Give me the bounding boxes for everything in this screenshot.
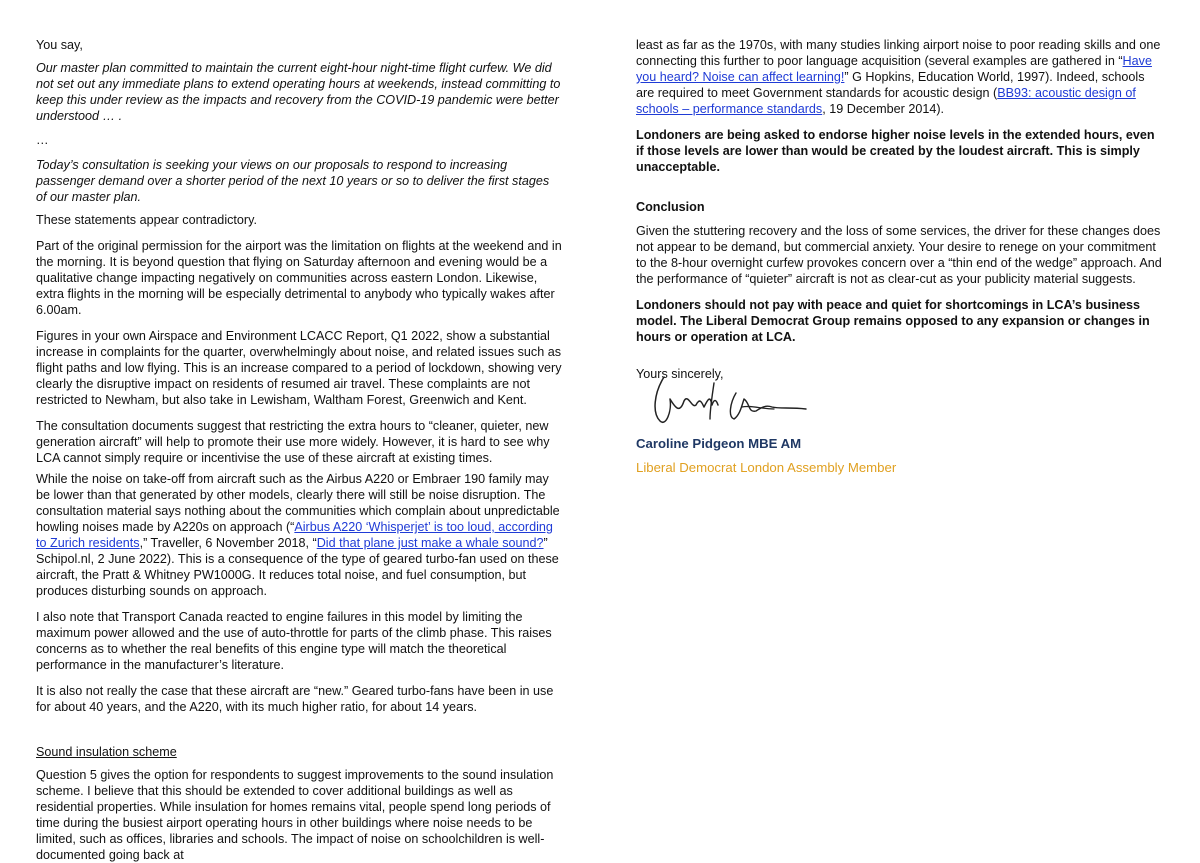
paragraph-transport-canada: I also note that Transport Canada reacted to engine failures in this model by limiting the maximum power allowed and the use of auto-throttle for parts of the climb phase. This raises concerns as to whether the real benefits of this engine type will match the theoretical performance in the manufacturer’s literature. <box>36 610 552 672</box>
paragraph-conclusion: Given the stuttering recovery and the loss of some services, the driver for these changes does not appear to be demand, but commercial anxiety. Your desire to renege on your commitment to the 8-hour overnight curfew provokes concern over a “thin end of the wedge” approach. And the performance of “quieter” aircraft is not as clear-cut as your publicity material suggests. <box>636 224 1162 286</box>
link-airbus-whisperjet[interactable]: Airbus A220 ‘Whisperjet’ is too loud, according to Zurich residents <box>36 520 553 550</box>
heading-sound-insulation: Sound insulation scheme <box>36 745 177 759</box>
quote-consultation: Today’s consultation is seeking your views on our proposals to respond to increasing passenger demand over a shorter period of the next 10 years or so to deliver the first stages of our master plan. <box>36 158 550 204</box>
signatory-name: Caroline Pidgeon MBE AM <box>636 436 802 451</box>
quote-master-plan: Our master plan committed to maintain the current eight-hour night-time flight curfew. We did not set out any immediate plans to extend operating hours at weekends, instead committing to keep this under review as the impacts and recovery from the COVID-19 pandemic were better understood … . <box>36 61 561 123</box>
signature-image <box>650 369 810 431</box>
right-column <box>636 0 1162 382</box>
signatory-role: Liberal Democrat London Assembly Member <box>636 460 897 475</box>
link-noise-learning[interactable]: Have you heard? Noise can affect learning! <box>636 54 1152 84</box>
paragraph-a220-noise: While the noise on take-off from aircraft such as the Airbus A220 or Embraer 190 family may be lower than that generated by other models, clearly there will still be noise disruption. The consultation material says nothing about the communities which complain about unpredictable howling noises made by A220s on approach (“Airbus A220 ‘Whisperjet’ is too loud, according to Zurich residents,” Traveller, 6 November 2018, “Did that plane just make a whale sound?” Schipol.nl, 2 June 2022). This is a consequence of the type of geared turbo-fan used on these aircraft, the Pratt & Whitney PW1000G. It reduces total noise, and fuel consumption, but produces disturbing sounds on approach. <box>36 472 560 598</box>
paragraph-not-new: It is also not really the case that these aircraft are “new.” Geared turbo-fans have been in use for about 40 years, and the A220, with its much higher ratio, for about 14 years. <box>36 684 554 714</box>
paragraph-question-5: Question 5 gives the option for respondents to suggest improvements to the sound insulation scheme. I believe that this should be extended to cover additional buildings as well as residential properties. While insulation for homes remains vital, people spend long periods of time during the busiest airport operating hours in other buildings where noise needs to be limited, such as offices, libraries and schools. The impact of noise on schoolchildren is well-documented going back at <box>36 768 554 862</box>
paragraph-schools: least as far as the 1970s, with many studies linking airport noise to poor reading skills and one connecting this further to poor language acquisition (several examples are gathered in “Have you heard? Noise can affect learning!” G Hopkins, Education World, 1997). Indeed, schools are required to meet Government standards for acoustic design (BB93: acoustic design of schools – performance standards, 19 December 2014). <box>636 38 1161 116</box>
paragraph-contradictory: These statements appear contradictory. <box>36 213 257 227</box>
heading-conclusion: Conclusion <box>636 200 705 214</box>
paragraph-cleaner-aircraft: The consultation documents suggest that restricting the extra hours to “cleaner, quieter, new generation aircraft” will help to promote their use more widely. However, it is hard to see why LCA cannot simply require or incentivise the use of these aircraft at existing times. <box>36 419 550 465</box>
link-whale-sound[interactable]: Did that plane just make a whale sound? <box>316 536 544 550</box>
link-bb93[interactable]: BB93: acoustic design of schools – performance standards <box>636 86 1136 116</box>
bold-statement-noise: Londoners are being asked to endorse higher noise levels in the extended hours, even if those levels are lower than would be created by the loudest aircraft. This is simply unacceptable. <box>636 128 1155 174</box>
paragraph-complaints: Figures in your own Airspace and Environment LCACC Report, Q1 2022, show a substantial increase in complaints for the quarter, overwhelmingly about noise, and related issues such as flight paths and low flying. This is an increase compared to a period of lockdown, showing very clearly the disruptive impact on residents of resumed air travel. These complaints are not restricted to Newham, but also take in Lewisham, Waltham Forest, Greenwich and Kent. <box>36 329 562 407</box>
left-column <box>36 0 562 863</box>
signoff: Yours sincerely, <box>636 367 724 381</box>
paragraph-original-permission: Part of the original permission for the airport was the limitation on flights at the weekend and in the morning. It is beyond question that flying on Saturday afternoon and evening would be a qualitative change impacting negatively on communities across eastern London. Likewise, extra flights in the morning will be especially detrimental to anybody who typically wakes after 6.00am. <box>36 239 562 317</box>
bold-statement-opposition: Londoners should not pay with peace and quiet for shortcomings in LCA’s business model. The Liberal Democrat Group remains opposed to any expansion or changes in hours or operation at LCA. <box>636 298 1150 344</box>
greeting: You say, <box>36 38 83 52</box>
ellipsis: … <box>36 133 49 147</box>
